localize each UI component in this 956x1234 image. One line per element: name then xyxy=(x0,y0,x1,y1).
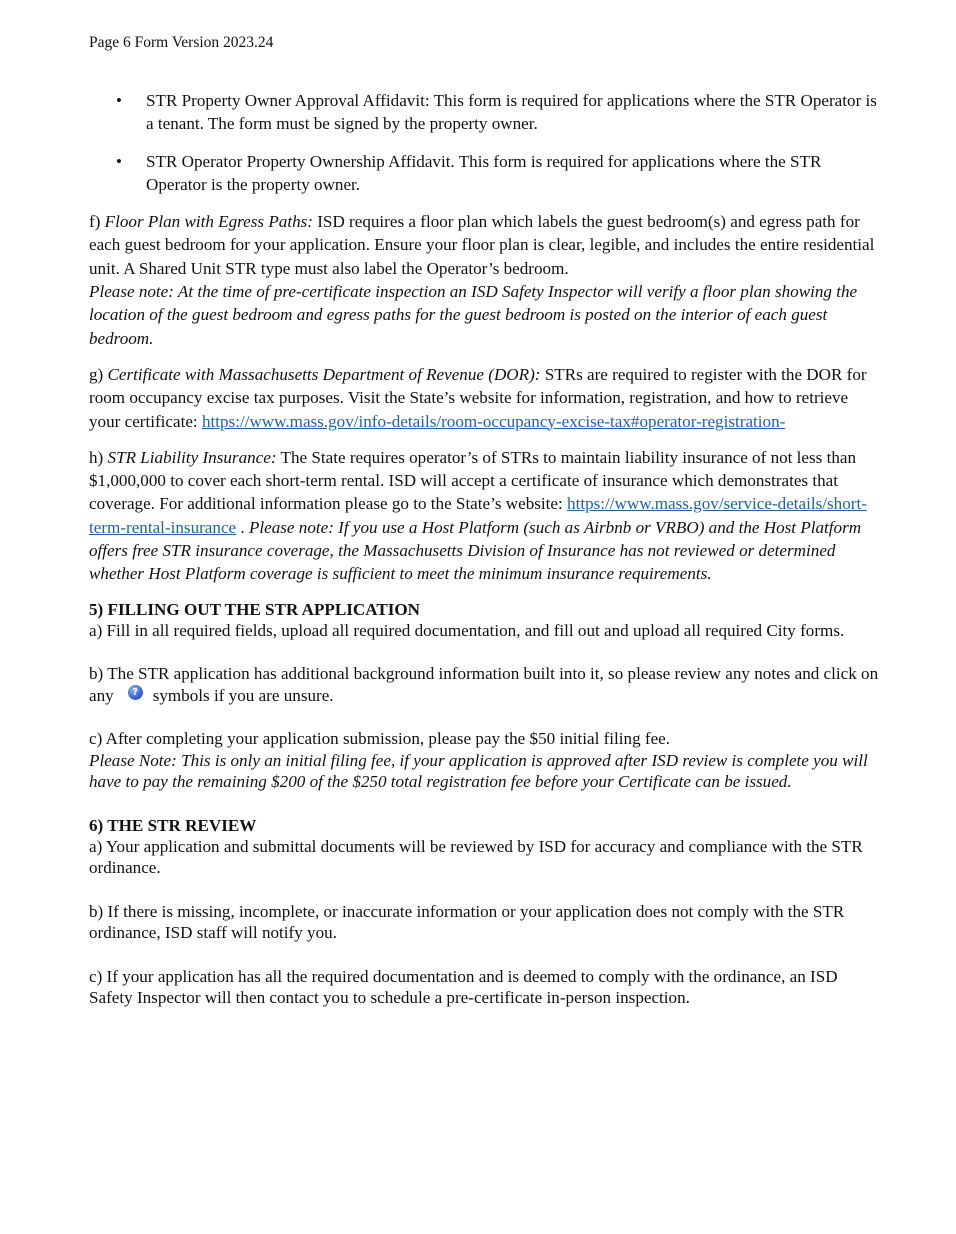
dor-heading: Certificate with Massachusetts Department of Revenue (DOR): xyxy=(107,364,541,384)
step-c: c) After completing your application submission, please pay the $50 initial filing fee. xyxy=(89,729,671,749)
step-a: a) Fill in all required fields, upload all required documentation, and fill out and upload all required City forms. xyxy=(89,620,845,640)
page-header: Page 6 Form Version 2023.24 xyxy=(89,34,274,51)
dor-certificate-paragraph: g) Certificate with Massachusetts Department of Revenue (DOR): STRs are required to register with the DOR for room occupancy excise tax purposes. Visit the State’s website for information, registration, and how to retrieve your certificate: https://www.mass.gov/info-details/room-occupancy-excise-tax#operator-registration- xyxy=(89,364,867,431)
fee-note: Please Note: This is only an initial filing fee, if your application is approved after ISD review is complete you will have to pay the remaining $200 of the $250 total registration fee before your Certificate can be issued. xyxy=(89,750,868,792)
step-b: b) The STR application has additional background information built into it, so please review any notes and click on any ? symbols if you are unsure. xyxy=(89,664,879,705)
page-content xyxy=(89,89,879,1009)
dor-registration-link[interactable]: https://www.mass.gov/info-details/room-occupancy-excise-tax#operator-registration- xyxy=(201,411,786,431)
liability-insurance-paragraph: h) STR Liability Insurance: The State requires operator’s of STRs to maintain liability insurance of not less than $1,000,000 to cover each short-term rental. ISD will accept a certificate of insurance which demonstrates that coverage. For additional information please go to the State’s website: https://www.mass.gov/service-details/short-term-rental-insurance . Please note: If you use a Host Platform (such as Airbnb or VRBO) and the Host Platform offers free STR insurance coverage, the Massachusetts Division of Insurance has not reviewed or determined whether Host Platform coverage is sufficient to meet the minimum insurance requirements. xyxy=(89,447,867,584)
review-step-c: c) If your application has all the required documentation and is deemed to comply with the ordinance, an ISD Safety Inspector will then contact you to schedule a pre-certificate in-person inspection. xyxy=(89,966,838,1008)
floor-plan-paragraph: f) Floor Plan with Egress Paths: ISD requires a floor plan which labels the guest bedroom(s) and egress path for each guest bedroom for your application. Ensure your floor plan is clear, legible, and includes the entire residential unit. A Shared Unit STR type must also label the Operator’s bedroom. Please note: At the time of pre-certificate inspection an ISD Safety Inspector will verify a floor plan showing the location of the guest bedroom and egress paths for the guest bedroom is posted on the interior of each guest bedroom. xyxy=(89,212,875,348)
list-item: • STR Operator Property Ownership Affidavit. This form is required for applications where the STR Operator is the property owner. xyxy=(116,151,822,194)
section-filling-out xyxy=(89,599,879,793)
floor-plan-note: Please note: At the time of pre-certificate inspection an ISD Safety Inspector will verify a floor plan showing the location of the guest bedroom and egress paths for the guest bedroom is posted on the interior of each guest bedroom. xyxy=(89,282,858,348)
list-item: • STR Property Owner Approval Affidavit: This form is required for applications where the STR Operator is a tenant. The form must be signed by the property owner. xyxy=(116,91,877,134)
insurance-link[interactable]: https://www.mass.gov/service-details/short-term-rental-insurance xyxy=(89,494,867,537)
section-title: 5) FILLING OUT THE STR APPLICATION xyxy=(89,599,421,619)
bullet-icon: • xyxy=(116,91,122,110)
insurance-note: Please note: If you use a Host Platform (such as Airbnb or VRBO) and the Host Platform offers free STR insurance coverage, the Massachusetts Division of Insurance has not reviewed or determined whether Host Platform coverage is sufficient to meet the minimum insurance requirements. xyxy=(89,517,862,584)
section-str-review xyxy=(89,815,879,1009)
review-step-b: b) If there is missing, incomplete, or inaccurate information or your application does not comply with the STR ordinance, ISD staff will notify you. xyxy=(89,901,845,943)
insurance-heading: STR Liability Insurance: xyxy=(107,447,277,467)
affidavit-list xyxy=(89,89,879,196)
section-title: 6) THE STR REVIEW xyxy=(89,815,257,835)
question-circle-icon: ? xyxy=(128,685,143,700)
floor-plan-heading: Floor Plan with Egress Paths: xyxy=(104,212,313,232)
bullet-icon: • xyxy=(116,151,122,171)
review-step-a: a) Your application and submittal documents will be reviewed by ISD for accuracy and compliance with the STR ordinance. xyxy=(89,836,863,878)
